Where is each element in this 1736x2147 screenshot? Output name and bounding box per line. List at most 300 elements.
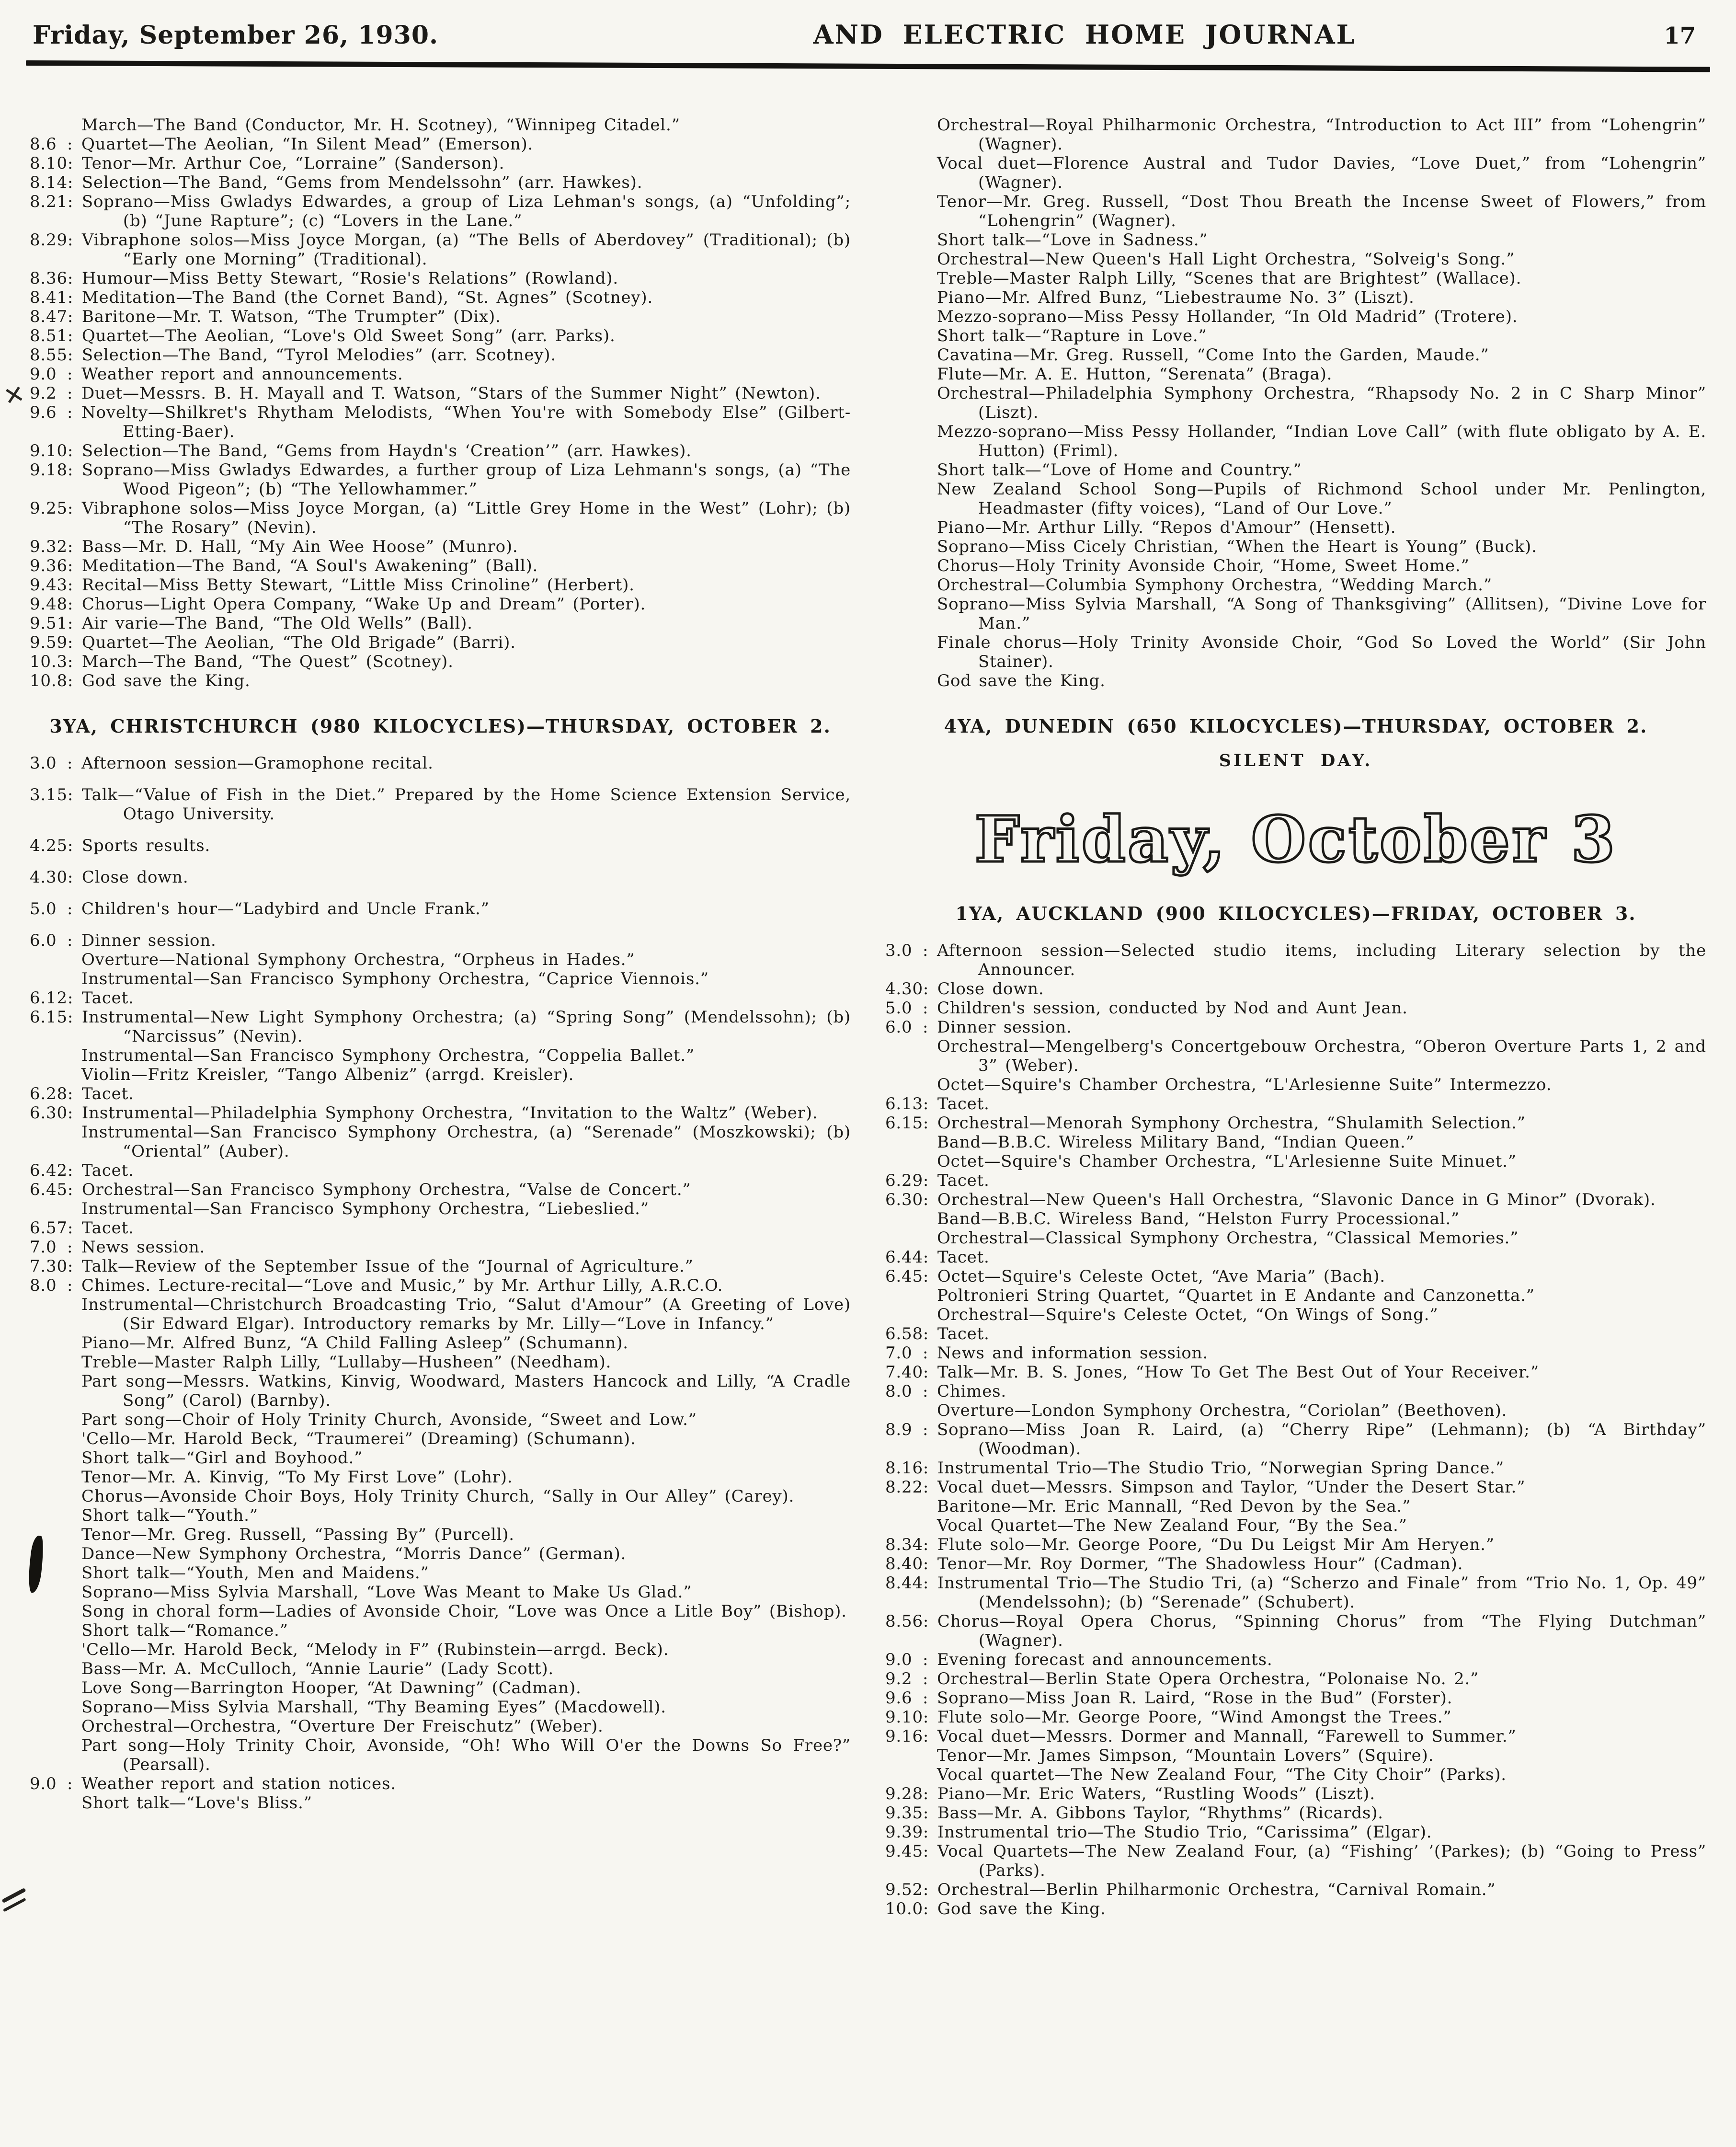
program-item	[30, 868, 851, 887]
program-item	[885, 154, 1706, 192]
program-item	[30, 595, 851, 614]
program-text: Octet—Squire's Celeste Octet, “Ave Maria” (Bach).	[937, 1267, 1385, 1286]
time-colon: :	[923, 941, 929, 960]
program-text: Instrumental—San Francisco Symphony Orchestra, “Liebeslied.”	[81, 1199, 649, 1218]
program-time: 9.10	[885, 1708, 923, 1727]
program-item	[30, 1410, 851, 1429]
program-item	[30, 950, 851, 969]
page-header	[23, 12, 1713, 50]
program-time: 6.29	[885, 1171, 923, 1190]
time-colon: :	[67, 537, 74, 556]
program-time: 10.3	[30, 652, 68, 671]
program-text: Piano—Mr. Alfred Bunz, “A Child Falling Asleep” (Schumann).	[81, 1333, 628, 1353]
program-text: God save the King.	[937, 1899, 1106, 1918]
program-text: Selection—The Band, “Gems from Haydn's ‘Creation’” (arr. Hawkes).	[81, 441, 692, 460]
program-listing	[885, 941, 1706, 1918]
program-item	[885, 1478, 1706, 1497]
program-text: Finale chorus—Holy Trinity Avonside Choir, “God So Loved the World” (Sir John Stainer).	[937, 633, 1706, 671]
program-item	[30, 1621, 851, 1640]
time-colon: :	[67, 365, 73, 384]
time-colon: :	[67, 595, 74, 614]
time-colon: :	[67, 403, 73, 422]
program-item	[885, 1746, 1706, 1765]
program-time: 4.25	[30, 836, 68, 855]
program-item	[30, 1583, 851, 1602]
time-colon: :	[67, 836, 74, 855]
program-item	[885, 1248, 1706, 1267]
time-colon: :	[923, 1324, 929, 1343]
time-colon: :	[923, 1650, 929, 1669]
program-time: 6.13	[885, 1094, 923, 1114]
program-text: Weather report and announcements.	[81, 365, 403, 384]
program-item	[885, 537, 1706, 556]
program-item	[30, 899, 851, 919]
program-text: Octet—Squire's Chamber Orchestra, “L'Arlesienne Suite” Intermezzo.	[937, 1075, 1552, 1094]
program-time: 9.52	[885, 1880, 923, 1899]
program-item	[885, 1075, 1706, 1094]
program-item	[885, 556, 1706, 575]
program-text: Vocal duet—Florence Austral and Tudor Davies, “Love Duet,” from “Lohengrin” (Wagner).	[937, 154, 1706, 192]
program-text: Chorus—Royal Opera Chorus, “Spinning Chorus” from “The Flying Dutchman” (Wagner).	[937, 1612, 1706, 1650]
program-item	[30, 288, 851, 307]
time-colon: :	[923, 1535, 929, 1554]
program-item	[30, 135, 851, 154]
program-text: Orchestral—Berlin Philharmonic Orchestra, “Carnival Romain.”	[937, 1880, 1496, 1899]
time-colon: :	[923, 1458, 929, 1478]
time-colon: :	[67, 135, 73, 154]
program-item	[30, 1678, 851, 1698]
program-time: 9.2	[30, 384, 57, 403]
time-colon: :	[67, 868, 74, 887]
time-colon: :	[923, 979, 929, 999]
program-time: 7.30	[30, 1257, 68, 1276]
station-heading: 4YA, DUNEDIN (650 KILOCYCLES)—THURSDAY, OCTOBER 2.	[944, 715, 1648, 737]
program-text: Piano—Mr. Alfred Bunz, “Liebestraume No. 3” (Liszt).	[937, 288, 1415, 307]
program-item	[885, 480, 1706, 518]
program-text: Baritone—Mr. Eric Mannall, “Red Devon by the Sea.”	[937, 1497, 1411, 1516]
program-time: 8.34	[885, 1535, 923, 1554]
program-item	[885, 345, 1706, 365]
time-colon: :	[67, 307, 74, 326]
program-text: News session.	[81, 1238, 206, 1257]
program-time: 9.0	[30, 365, 57, 384]
program-item	[30, 1659, 851, 1678]
program-item	[885, 1363, 1706, 1382]
program-text: Tacet.	[81, 988, 134, 1008]
program-text: Treble—Master Ralph Lilly, “Scenes that are Brightest” (Wallace).	[937, 269, 1522, 288]
program-item	[885, 979, 1706, 999]
program-item	[885, 1228, 1706, 1248]
program-time: 6.30	[30, 1103, 68, 1123]
program-time: 8.56	[885, 1612, 923, 1631]
program-time: 8.16	[885, 1458, 923, 1478]
time-colon: :	[923, 1248, 929, 1267]
time-colon: :	[923, 1612, 929, 1631]
program-text: Meditation—The Band, “A Soul's Awakening” (Ball).	[81, 556, 538, 575]
time-colon: :	[923, 1478, 929, 1497]
program-item	[30, 1372, 851, 1410]
program-time: 9.6	[30, 403, 57, 422]
page-number: 17	[1664, 23, 1696, 49]
program-time: 6.57	[30, 1218, 68, 1238]
program-text: Meditation—The Band (the Cornet Band), “St. Agnes” (Scotney).	[81, 288, 653, 307]
program-text: Vibraphone solos—Miss Joyce Morgan, (a) “Little Grey Home in the West” (Lohr); (b) “The Rosary” (Nevin).	[81, 499, 851, 537]
program-text: Evening forecast and announcements.	[937, 1650, 1273, 1669]
program-time: 5.0	[30, 899, 57, 919]
program-time: 6.45	[30, 1180, 68, 1199]
time-colon: :	[67, 575, 74, 595]
time-colon: :	[67, 499, 74, 518]
program-item	[30, 1736, 851, 1774]
program-text: Flute—Mr. A. E. Hutton, “Serenata” (Braga).	[937, 365, 1333, 384]
program-item	[885, 422, 1706, 460]
program-item	[885, 1669, 1706, 1688]
time-colon: :	[67, 899, 73, 919]
program-text: Band—B.B.C. Wireless Band, “Helston Furry Processional.”	[937, 1209, 1460, 1228]
program-text: Instrumental—Christchurch Broadcasting Trio, “Salut d'Amour” (A Greeting of Love) (Sir Edward Elgar). Introductory remarks by Mr. Lilly—“Love in Infancy.”	[81, 1295, 851, 1333]
program-time: 6.28	[30, 1084, 68, 1103]
program-text: Band—B.B.C. Wireless Military Band, “Indian Queen.”	[937, 1133, 1415, 1152]
program-item	[30, 1257, 851, 1276]
program-time: 9.32	[30, 537, 68, 556]
program-text: Tacet.	[937, 1324, 990, 1343]
program-item	[30, 230, 851, 269]
program-text: Vocal duet—Messrs. Simpson and Taylor, “Under the Desert Star.”	[937, 1478, 1526, 1497]
time-colon: :	[67, 192, 74, 211]
program-time: 9.10	[30, 441, 68, 460]
program-text: Mezzo-soprano—Miss Pessy Hollander, “In Old Madrid” (Trotere).	[937, 307, 1518, 326]
program-text: Short talk—“Love of Home and Country.”	[937, 460, 1302, 480]
program-item	[30, 269, 851, 288]
program-time: 6.15	[885, 1114, 923, 1133]
program-text: Quartet—The Aeolian, “Love's Old Sweet Song” (arr. Parks).	[81, 326, 616, 345]
program-text: Part song—Choir of Holy Trinity Church, Avonside, “Sweet and Low.”	[81, 1410, 697, 1429]
program-text: Orchestral—Mengelberg's Concertgebouw Orchestra, “Oberon Overture Parts 1, 2 and 3” (Weber).	[937, 1037, 1706, 1075]
column-right	[885, 115, 1706, 1918]
program-time: 4.30	[30, 868, 68, 887]
program-time: 6.0	[885, 1018, 913, 1037]
program-text: Weather report and station notices.	[81, 1774, 396, 1793]
program-time: 8.51	[30, 326, 68, 345]
program-text: Orchestral—Columbia Symphony Orchestra, “Wedding March.”	[937, 575, 1492, 595]
program-text: Tacet.	[81, 1161, 134, 1180]
program-text: Chimes.	[937, 1382, 1007, 1401]
program-item	[30, 785, 851, 824]
program-text: Instrumental—San Francisco Symphony Orchestra, “Caprice Viennois.”	[81, 969, 709, 988]
program-time: 7.0	[30, 1238, 57, 1257]
program-item	[885, 1420, 1706, 1458]
program-text: Octet—Squire's Chamber Orchestra, “L'Arlesienne Suite Minuet.”	[937, 1152, 1517, 1171]
program-item	[30, 931, 851, 950]
program-item	[30, 1238, 851, 1257]
program-time: 9.51	[30, 614, 68, 633]
program-item	[885, 1037, 1706, 1075]
program-time: 8.22	[885, 1478, 923, 1497]
program-text: News and information session.	[937, 1343, 1208, 1363]
program-item	[885, 1209, 1706, 1228]
program-text: Soprano—Miss Cicely Christian, “When the Heart is Young” (Buck).	[937, 537, 1537, 556]
program-text: Violin—Fritz Kreisler, “Tango Albeniz” (arrgd. Kreisler).	[81, 1065, 574, 1084]
time-colon: :	[923, 1842, 929, 1861]
program-item	[30, 1353, 851, 1372]
program-item	[30, 154, 851, 173]
program-item	[885, 518, 1706, 537]
program-item	[885, 1324, 1706, 1343]
program-text: Bass—Mr. A. Gibbons Taylor, “Rhythms” (Ricards).	[937, 1803, 1383, 1823]
program-time: 8.40	[885, 1554, 923, 1573]
program-item	[885, 1516, 1706, 1535]
program-text: Flute solo—Mr. George Poore, “Du Du Leigst Mir Am Heryen.”	[937, 1535, 1495, 1554]
time-colon: :	[923, 1363, 929, 1382]
program-item	[885, 671, 1706, 690]
program-item	[885, 1708, 1706, 1727]
program-text: Vocal Quartet—The New Zealand Four, “By the Sea.”	[937, 1516, 1407, 1535]
program-item	[30, 633, 851, 652]
program-item	[885, 1497, 1706, 1516]
program-item	[885, 1094, 1706, 1114]
program-item	[885, 250, 1706, 269]
program-text: Dance—New Symphony Orchestra, “Morris Dance” (German).	[81, 1544, 627, 1563]
program-time: 8.44	[885, 1573, 923, 1593]
program-time: 10.8	[30, 671, 68, 690]
time-colon: :	[923, 1899, 929, 1918]
program-item	[30, 1199, 851, 1218]
program-item	[885, 288, 1706, 307]
program-listing	[30, 115, 851, 690]
program-item	[885, 1535, 1706, 1554]
program-item	[885, 384, 1706, 422]
program-time: 9.16	[885, 1727, 923, 1746]
program-time: 7.0	[885, 1343, 913, 1363]
program-item	[30, 652, 851, 671]
program-text: Instrumental Trio—The Studio Tri, (a) “Scherzo and Finale” from “Trio No. 1, Op. 49” (Mendelssohn); (b) “Serenade” (Schubert).	[937, 1573, 1706, 1612]
program-listing	[30, 950, 851, 1813]
program-time: 3.15	[30, 785, 68, 804]
program-text: Instrumental—New Light Symphony Orchestra; (a) “Spring Song” (Mendelssohn); (b) “Narcissus” (Nevin).	[81, 1008, 851, 1046]
program-item	[885, 230, 1706, 250]
program-text: Piano—Mr. Eric Waters, “Rustling Woods” (Liszt).	[937, 1784, 1375, 1803]
time-colon: :	[67, 230, 74, 250]
program-time: 9.0	[30, 1774, 57, 1793]
time-colon: :	[67, 556, 74, 575]
program-time: 9.6	[885, 1688, 913, 1708]
program-time: 6.58	[885, 1324, 923, 1343]
program-text: Tacet.	[81, 1218, 134, 1238]
program-item	[885, 307, 1706, 326]
time-colon: :	[67, 1180, 74, 1199]
program-text: Bass—Mr. A. McCulloch, “Annie Laurie” (Lady Scott).	[81, 1659, 554, 1678]
program-time: 8.29	[30, 230, 68, 250]
program-text: Overture—London Symphony Orchestra, “Coriolan” (Beethoven).	[937, 1401, 1508, 1420]
program-item	[885, 1382, 1706, 1401]
time-colon: :	[923, 1018, 929, 1037]
program-item	[885, 1688, 1706, 1708]
program-item	[885, 999, 1706, 1018]
program-time: 9.2	[885, 1669, 913, 1688]
program-item	[30, 1084, 851, 1103]
program-text: Tacet.	[937, 1094, 990, 1114]
program-text: Instrumental trio—The Studio Trio, “Carissima” (Elgar).	[937, 1823, 1432, 1842]
time-colon: :	[923, 1171, 929, 1190]
pen-mark-scratch	[1, 1888, 26, 1903]
program-text: Dinner session.	[937, 1018, 1072, 1037]
time-colon: :	[67, 288, 74, 307]
program-text: March—The Band (Conductor, Mr. H. Scotney), “Winnipeg Citadel.”	[81, 115, 680, 135]
program-text: Tenor—Mr. Greg. Russell, “Dost Thou Breath the Incense Sweet of Flowers,” from “Lohengrin” (Wagner).	[937, 192, 1706, 230]
program-item	[885, 1133, 1706, 1152]
program-item	[885, 1899, 1706, 1918]
program-text: Short talk—“Girl and Boyhood.”	[81, 1448, 363, 1468]
page-date: Friday, September 26, 1930.	[33, 21, 439, 50]
program-item	[885, 941, 1706, 979]
program-item	[885, 269, 1706, 288]
program-text: Chorus—Holy Trinity Avonside Choir, “Home, Sweet Home.”	[937, 556, 1470, 575]
program-text: Afternoon session—Selected studio items, including Literary selection by the Announcer.	[937, 941, 1706, 979]
program-text: Overture—National Symphony Orchestra, “Orpheus in Hades.”	[81, 950, 635, 969]
program-item	[30, 384, 851, 403]
program-text: Bass—Mr. D. Hall, “My Ain Wee Hoose” (Munro).	[81, 537, 518, 556]
program-item	[885, 1650, 1706, 1669]
program-item	[30, 1123, 851, 1161]
program-time: 6.44	[885, 1248, 923, 1267]
time-colon: :	[67, 173, 74, 192]
program-item	[30, 173, 851, 192]
program-time: 6.15	[30, 1008, 68, 1027]
program-item	[30, 556, 851, 575]
journal-title: AND ELECTRIC HOME JOURNAL	[813, 19, 1356, 50]
program-text: Short talk—“Romance.”	[81, 1621, 288, 1640]
program-text: Orchestral—New Queen's Hall Light Orchestra, “Solveig's Song.”	[937, 250, 1515, 269]
program-time: 9.35	[885, 1803, 923, 1823]
program-listing	[30, 754, 851, 950]
time-colon: :	[923, 1094, 929, 1114]
program-time: 9.36	[30, 556, 68, 575]
program-item	[885, 633, 1706, 671]
program-text: Treble—Master Ralph Lilly, “Lullaby—Husheen” (Needham).	[81, 1353, 612, 1372]
program-item	[885, 326, 1706, 345]
program-text: Tacet.	[937, 1171, 990, 1190]
program-time: 6.45	[885, 1267, 923, 1286]
program-text: Orchestral—Royal Philharmonic Orchestra, “Introduction to Act III” from “Lohengrin” (Wagner).	[937, 115, 1706, 154]
program-text: Tacet.	[937, 1248, 990, 1267]
program-item	[885, 365, 1706, 384]
program-item	[885, 1305, 1706, 1324]
program-item	[885, 1286, 1706, 1305]
program-text: Children's hour—“Ladybird and Uncle Frank.”	[81, 899, 490, 919]
program-item	[30, 403, 851, 441]
program-text: March—The Band, “The Quest” (Scotney).	[81, 652, 454, 671]
program-text: Orchestral—Squire's Celeste Octet, “On Wings of Song.”	[937, 1305, 1439, 1324]
time-colon: :	[67, 754, 73, 773]
time-colon: :	[67, 345, 74, 365]
program-text: Chimes. Lecture-recital—“Love and Music,” by Mr. Arthur Lilly, A.R.C.O.	[81, 1276, 723, 1295]
program-text: Quartet—The Aeolian, “In Silent Mead” (Emerson).	[81, 135, 534, 154]
time-colon: :	[923, 1420, 929, 1439]
program-text: Love Song—Barrington Hooper, “At Dawning” (Cadman).	[81, 1678, 582, 1698]
program-text: Short talk—“Youth.”	[81, 1506, 258, 1525]
program-time: 8.0	[885, 1382, 913, 1401]
program-text: Air varie—The Band, “The Old Wells” (Ball).	[81, 614, 473, 633]
program-item	[885, 1018, 1706, 1037]
program-item	[30, 1008, 851, 1046]
program-item	[885, 1343, 1706, 1363]
silent-day-note: SILENT DAY.	[1219, 751, 1373, 770]
time-colon: :	[923, 1727, 929, 1746]
program-time: 8.14	[30, 173, 68, 192]
program-time: 3.0	[30, 754, 57, 773]
program-item	[30, 575, 851, 595]
program-text: Vocal Quartets—The New Zealand Four, (a) “Fishing’ ’(Parkes); (b) “Going to Press” (Parks).	[937, 1842, 1706, 1880]
program-text: Vocal duet—Messrs. Dormer and Mannall, “Farewell to Summer.”	[937, 1727, 1517, 1746]
time-colon: :	[923, 1688, 929, 1708]
program-item	[30, 1429, 851, 1448]
program-item	[885, 1171, 1706, 1190]
program-item	[30, 1295, 851, 1333]
program-text: Tenor—Mr. Greg. Russell, “Passing By” (Purcell).	[81, 1525, 514, 1544]
program-text: Quartet—The Aeolian, “The Old Brigade” (Barri).	[81, 633, 516, 652]
program-time: 7.40	[885, 1363, 923, 1382]
program-text: Talk—Mr. B. S. Jones, “How To Get The Best Out of Your Receiver.”	[937, 1363, 1539, 1382]
program-item	[30, 1717, 851, 1736]
program-text: New Zealand School Song—Pupils of Richmond School under Mr. Penlington, Headmaster (fifty voices), “Land of Our Love.”	[937, 480, 1706, 518]
program-text: 'Cello—Mr. Harold Beck, “Melody in F” (Rubinstein—arrgd. Beck).	[81, 1640, 669, 1659]
time-colon: :	[923, 1784, 929, 1803]
program-item	[30, 836, 851, 855]
program-time: 9.59	[30, 633, 68, 652]
program-item	[885, 1803, 1706, 1823]
time-colon: :	[923, 1880, 929, 1899]
time-colon: :	[67, 1257, 74, 1276]
program-item	[30, 326, 851, 345]
time-colon: :	[67, 1008, 74, 1027]
program-text: Orchestral—Orchestra, “Overture Der Freischutz” (Weber).	[81, 1717, 604, 1736]
program-time: 9.45	[885, 1842, 923, 1861]
program-text: Short talk—“Love in Sadness.”	[937, 230, 1208, 250]
time-colon: :	[67, 269, 74, 288]
time-colon: :	[67, 931, 73, 950]
program-time: 8.41	[30, 288, 68, 307]
program-item	[30, 1487, 851, 1506]
program-item	[30, 1774, 851, 1793]
program-text: Piano—Mr. Arthur Lilly. “Repos d'Amour” (Hensett).	[937, 518, 1396, 537]
program-time: 6.12	[30, 988, 68, 1008]
program-text: Orchestral—Philadelphia Symphony Orchestra, “Rhapsody No. 2 in C Sharp Minor” (Liszt).	[937, 384, 1706, 422]
program-text: Duet—Messrs. B. H. Mayall and T. Watson, “Stars of the Summer Night” (Newton).	[81, 384, 821, 403]
program-item	[30, 365, 851, 384]
program-item	[30, 1468, 851, 1487]
program-item	[30, 1525, 851, 1544]
column-left	[30, 115, 851, 1918]
two-column-layout	[23, 115, 1713, 1918]
program-text: Soprano—Miss Sylvia Marshall, “A Song of Thanksgiving” (Allitsen), “Divine Love for Man.”	[937, 595, 1706, 633]
program-text: 'Cello—Mr. Harold Beck, “Traumerei” (Dreaming) (Schumann).	[81, 1429, 636, 1448]
time-colon: :	[67, 1218, 74, 1238]
program-text: Orchestral—San Francisco Symphony Orchestra, “Valse de Concert.”	[81, 1180, 691, 1199]
time-colon: :	[67, 671, 74, 690]
pen-mark-cross: ✕	[1, 379, 28, 412]
program-item	[885, 1573, 1706, 1612]
program-item	[30, 1276, 851, 1295]
program-item	[885, 460, 1706, 480]
program-item	[30, 1448, 851, 1468]
program-text: Tenor—Mr. James Simpson, “Mountain Lovers” (Squire).	[937, 1746, 1434, 1765]
program-text: Vocal quartet—The New Zealand Four, “The City Choir” (Parks).	[937, 1765, 1507, 1784]
program-time: 8.0	[30, 1276, 57, 1295]
time-colon: :	[67, 1276, 73, 1295]
time-colon: :	[67, 154, 74, 173]
program-text: Cavatina—Mr. Greg. Russell, “Come Into the Garden, Maude.”	[937, 345, 1489, 365]
program-text: Soprano—Miss Joan R. Laird, (a) “Cherry Ripe” (Lehmann); (b) “A Birthday” (Woodman).	[937, 1420, 1706, 1458]
